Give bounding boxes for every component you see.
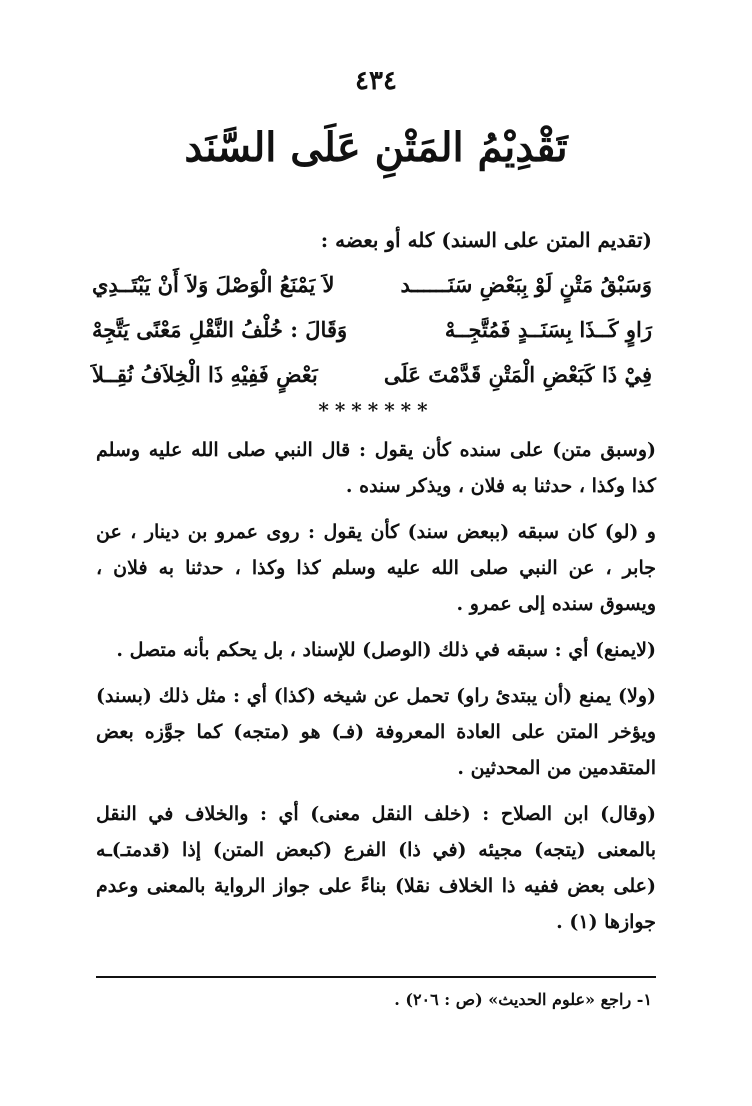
commentary-paragraph: (وقال) ابن الصلاح : (خلف النقل معنى) أي : والخلاف في النقل بالمعنى (يتجه) مجيئه (في ذا) الفرع (كبعض المتن) إذا (قدمتـ)ـه (على بعض ففيه ذا الخلاف نقلا) بناءً على جواز الرواية بالمعنى وعدم جوازها (١) . bbox=[96, 803, 656, 933]
section-separator: ******* bbox=[318, 398, 434, 422]
verse-second-hemistich: بَعْضٍ فَفِيْهِ ذَا الْخِلاَفُ نُقِــلاَ bbox=[92, 362, 318, 387]
verse-line bbox=[92, 262, 652, 307]
commentary-paragraph: (ولا) يمنع (أن يبتدئ راو) تحمل عن شيخه (كذا) أي : مثل ذلك (بسند) ويؤخر المتن على العادة المعروفة (فـ) هو (متجه) كما جوَّزه بعض المتقدمين من المحدثين . bbox=[96, 685, 656, 779]
commentary-paragraph: و (لو) كان سبقه (ببعض سند) كأن يقول : روى عمرو بن دينار ، عن جابر ، عن النبي صلى الله عليه وسلم كذا وكذا ، حدثنا به فلان ، ويسوق سنده إلى عمرو . bbox=[96, 521, 656, 615]
verse-second-hemistich: وَقَالَ : خُلْفُ النَّقْلِ مَعْنًى يَتَّجِهْ bbox=[92, 317, 348, 342]
verse-first-hemistich: وَسَبْقُ مَتْنٍ لَوْ بِبَعْضِ سَنَــــــد bbox=[400, 272, 652, 297]
page-title: تَقْدِيْمُ المَتْنِ عَلَى السَّنَد bbox=[184, 124, 568, 171]
intro-line: (تقديم المتن على السند) كله أو بعضه : bbox=[320, 228, 652, 252]
verse-first-hemistich: فِيْ ذَا كَبَعْضِ الْمَتْنِ قَدَّمْتَ عَلَى bbox=[383, 362, 652, 387]
footnote: ١- راجع «علوم الحديث» (ص : ٢٠٦) . bbox=[394, 990, 652, 1009]
verse-line bbox=[92, 352, 652, 397]
verse-line bbox=[92, 307, 652, 352]
poem-verses bbox=[92, 262, 652, 397]
verse-second-hemistich: لاَ يَمْنَعُ الْوَصْلَ وَلاَ أَنْ يَبْتَــدِي bbox=[92, 272, 335, 297]
footnote-divider bbox=[96, 976, 656, 978]
commentary-paragraph: (وسبق متن) على سنده كأن يقول : قال النبي صلى الله عليه وسلم كذا وكذا ، حدثنا به فلان ، ويذكر سنده . bbox=[96, 439, 656, 497]
commentary-body bbox=[96, 432, 656, 950]
page-number: ٤٣٤ bbox=[355, 66, 397, 96]
verse-first-hemistich: رَاوٍ كَــذَا بِسَنَــدٍ فَمُتَّجِــهْ bbox=[444, 317, 652, 342]
commentary-paragraph: (لايمنع) أي : سبقه في ذلك (الوصل) للإسناد ، بل يحكم بأنه متصل . bbox=[116, 639, 656, 661]
